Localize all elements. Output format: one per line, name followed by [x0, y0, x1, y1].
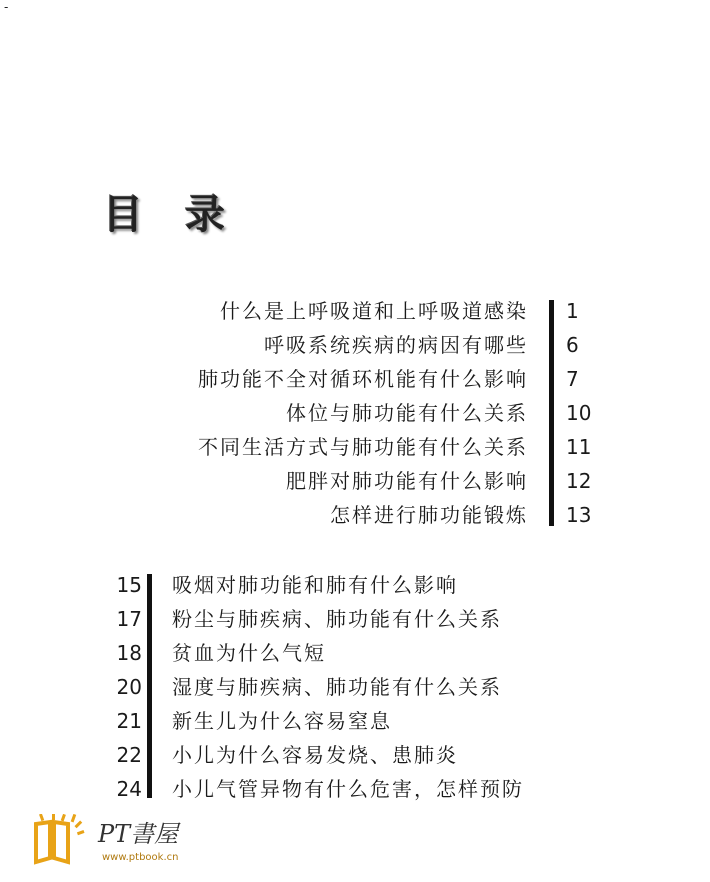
toc-entry-title: 贫血为什么气短: [172, 641, 326, 665]
toc-entry[interactable]: [0, 740, 710, 774]
toc-entry-title: 不同生活方式与肺功能有什么关系: [198, 435, 528, 459]
toc-entry[interactable]: [0, 398, 710, 432]
toc-entry-title: 小儿为什么容易发烧、患肺炎: [172, 743, 458, 767]
toc-entry[interactable]: [0, 466, 710, 500]
toc-entry[interactable]: [0, 364, 710, 398]
toc-entry-title: 新生儿为什么容易窒息: [172, 709, 392, 733]
toc-entry-title: 粉尘与肺疾病、肺功能有什么关系: [172, 607, 502, 631]
toc-entry-page: 22: [116, 743, 142, 767]
toc-entry-page: 18: [116, 641, 142, 665]
toc-entry[interactable]: [0, 672, 710, 706]
toc-entry-page: 11: [566, 435, 592, 459]
toc-entry-page: 21: [116, 709, 142, 733]
toc-entry-page: 17: [116, 607, 142, 631]
toc-entry-page: 24: [116, 777, 142, 801]
toc-entry-title: 体位与肺功能有什么关系: [286, 401, 528, 425]
watermark-logo[interactable]: [28, 810, 228, 870]
toc-entry-page: 15: [116, 573, 142, 597]
toc-entry-title: 吸烟对肺功能和肺有什么影响: [172, 573, 458, 597]
toc-entry[interactable]: [0, 330, 710, 364]
toc-list-top: [0, 296, 710, 534]
toc-entry-title: 肺功能不全对循环机能有什么影响: [198, 367, 528, 391]
toc-entry[interactable]: [0, 604, 710, 638]
toc-entry-title: 怎样进行肺功能锻炼: [330, 503, 528, 527]
toc-entry[interactable]: [0, 774, 710, 808]
toc-entry-title: 呼吸系统疾病的病因有哪些: [264, 333, 528, 357]
toc-entry[interactable]: [0, 570, 710, 604]
watermark-url: www.ptbook.cn: [102, 852, 179, 863]
toc-title-char-1: 目: [103, 192, 143, 238]
toc-list-bottom: [0, 570, 710, 808]
watermark-logo-text: PT書屋: [98, 820, 179, 848]
toc-entry-page: 1: [566, 299, 579, 323]
toc-entry-title: 肥胖对肺功能有什么影响: [286, 469, 528, 493]
books-icon: [28, 814, 88, 866]
toc-title-char-2: 录: [185, 192, 225, 238]
toc-entry-page: 12: [566, 469, 592, 493]
toc-entry[interactable]: [0, 638, 710, 672]
toc-entry-page: 10: [566, 401, 592, 425]
toc-entry[interactable]: [0, 706, 710, 740]
toc-entry-title: 什么是上呼吸道和上呼吸道感染: [220, 299, 528, 323]
toc-entry-page: 7: [566, 367, 579, 391]
toc-entry[interactable]: [0, 432, 710, 466]
toc-entry-page: 20: [116, 675, 142, 699]
toc-entry-page: 6: [566, 333, 579, 357]
corner-mark: -: [4, 0, 9, 14]
toc-entry[interactable]: [0, 296, 710, 330]
toc-entry-title: 湿度与肺疾病、肺功能有什么关系: [172, 675, 502, 699]
toc-entry[interactable]: [0, 500, 710, 534]
toc-entry-title: 小儿气管异物有什么危害，怎样预防: [172, 777, 524, 801]
toc-entry-page: 13: [566, 503, 592, 527]
